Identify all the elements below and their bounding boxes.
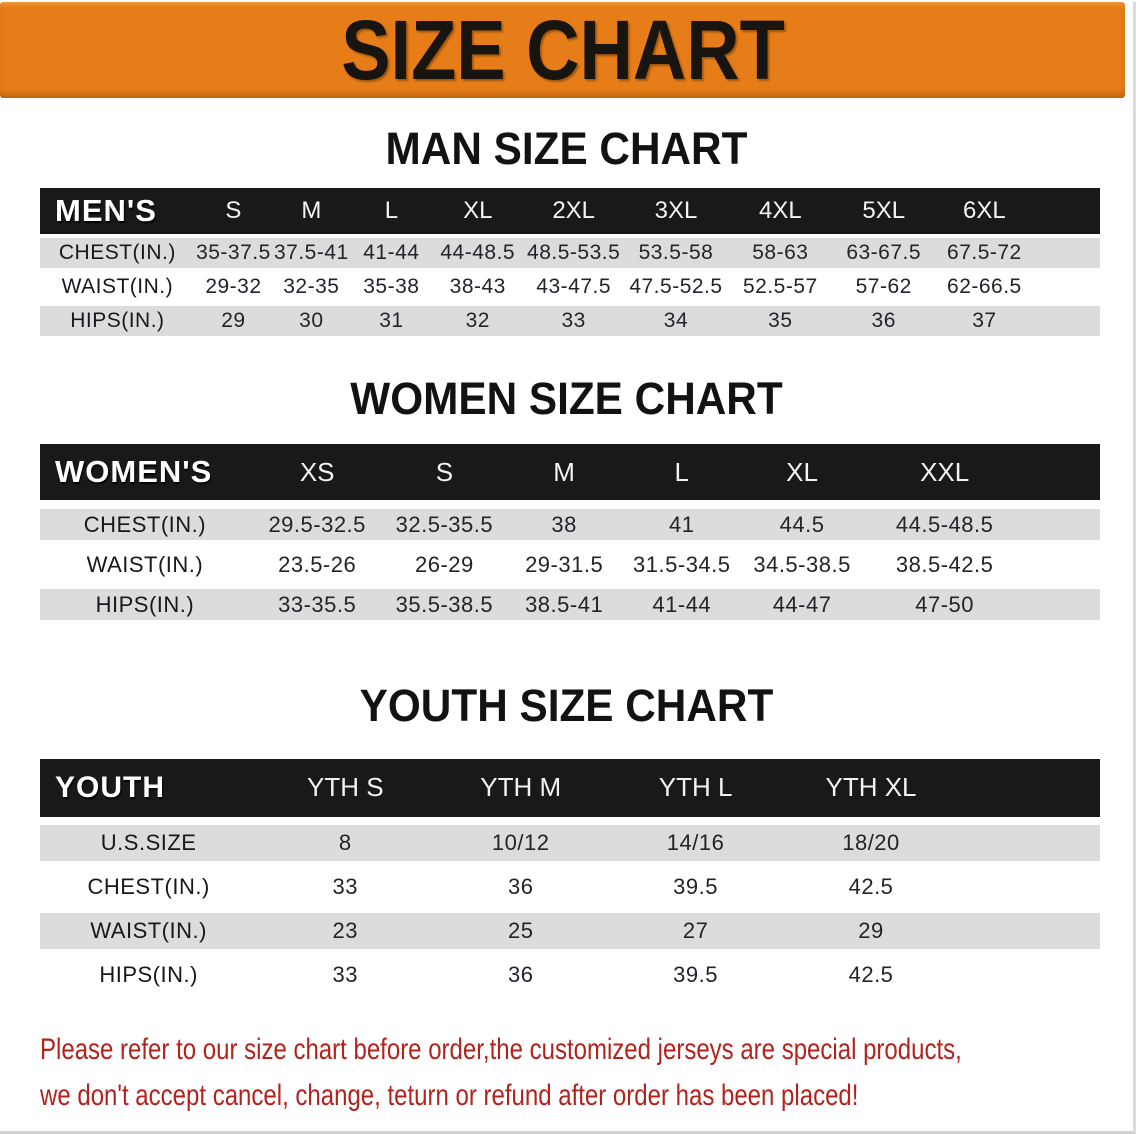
size-value: 33	[523, 306, 624, 336]
filler-cell	[1025, 589, 1100, 620]
size-value: 38	[504, 509, 624, 540]
size-value: 10/12	[433, 825, 608, 861]
row-label: HIPS(IN.)	[40, 957, 257, 993]
youth-size-chart-heading: YOUTH SIZE CHART	[359, 680, 774, 731]
size-value: 32-35	[272, 272, 350, 302]
table-row	[40, 869, 1100, 905]
size-value: 62-66.5	[935, 272, 1035, 302]
size-value: 44-47	[740, 589, 865, 620]
table-row	[40, 549, 1100, 580]
table-header-row	[40, 188, 1100, 234]
group-label: MEN'S	[40, 188, 195, 234]
row-label: CHEST(IN.)	[40, 869, 257, 905]
size-value: 47-50	[865, 589, 1025, 620]
table-row	[40, 913, 1100, 949]
filler-cell	[1034, 238, 1100, 268]
filler-cell	[959, 869, 1100, 905]
size-value: 38.5-42.5	[865, 549, 1025, 580]
size-value: 43-47.5	[523, 272, 624, 302]
size-value: 29-32	[195, 272, 272, 302]
size-value: 33	[257, 957, 433, 993]
table-row	[40, 825, 1100, 861]
size-value: 18/20	[783, 825, 959, 861]
size-value: 39.5	[608, 957, 783, 993]
size-value: 36	[833, 306, 935, 336]
column-header: 3XL	[624, 188, 728, 234]
size-value: 32.5-35.5	[384, 509, 504, 540]
group-label: WOMEN'S	[40, 444, 250, 500]
row-label: WAIST(IN.)	[40, 272, 195, 302]
size-value: 44.5	[740, 509, 865, 540]
size-value: 8	[257, 825, 433, 861]
size-value: 52.5-57	[728, 272, 833, 302]
size-value: 31	[351, 306, 433, 336]
size-value: 53.5-58	[624, 238, 728, 268]
column-header: YTH S	[257, 759, 433, 817]
size-value: 48.5-53.5	[523, 238, 624, 268]
size-value: 38.5-41	[504, 589, 624, 620]
row-label: WAIST(IN.)	[40, 913, 257, 949]
column-header: L	[351, 188, 433, 234]
filler-cell	[1034, 272, 1100, 302]
banner-title: SIZE CHART	[340, 3, 785, 97]
group-label: YOUTH	[40, 759, 257, 817]
column-header: YTH L	[608, 759, 783, 817]
column-header: 5XL	[833, 188, 935, 234]
column-header: M	[504, 444, 624, 500]
table-row	[40, 272, 1100, 302]
column-header: XL	[432, 188, 523, 234]
size-value: 35-38	[351, 272, 433, 302]
disclaimer-line-1: Please refer to our size chart before order,the customized jerseys are special products,	[40, 1032, 962, 1066]
row-label: CHEST(IN.)	[40, 509, 250, 540]
size-value: 63-67.5	[833, 238, 935, 268]
table-row	[40, 238, 1100, 268]
men-size-table	[40, 184, 1100, 340]
size-value: 57-62	[833, 272, 935, 302]
table-row	[40, 589, 1100, 620]
women-size-chart-heading: WOMEN SIZE CHART	[350, 372, 783, 424]
size-value: 35-37.5	[195, 238, 272, 268]
size-value: 37	[935, 306, 1035, 336]
size-value: 29-31.5	[504, 549, 624, 580]
size-value: 29	[783, 913, 959, 949]
filler-cell	[1034, 306, 1100, 336]
size-value: 67.5-72	[935, 238, 1035, 268]
row-label: HIPS(IN.)	[40, 589, 250, 620]
size-value: 34	[624, 306, 728, 336]
row-label: WAIST(IN.)	[40, 549, 250, 580]
size-value: 36	[433, 869, 608, 905]
column-header: YTH XL	[783, 759, 959, 817]
column-header: XL	[740, 444, 865, 500]
size-value: 26-29	[384, 549, 504, 580]
size-value: 41	[624, 509, 740, 540]
size-value: 33	[257, 869, 433, 905]
filler-cell	[959, 913, 1100, 949]
column-header: XS	[250, 444, 385, 500]
size-value: 35.5-38.5	[384, 589, 504, 620]
table-header-row	[40, 759, 1100, 817]
column-header: S	[195, 188, 272, 234]
row-label: HIPS(IN.)	[40, 306, 195, 336]
size-value: 30	[272, 306, 350, 336]
column-header: S	[384, 444, 504, 500]
filler-cell	[1025, 509, 1100, 540]
filler-cell	[1025, 549, 1100, 580]
youth-size-table	[40, 751, 1100, 1001]
size-value: 34.5-38.5	[740, 549, 865, 580]
filler-cell	[959, 825, 1100, 861]
disclaimer-line-2: we don't accept cancel, change, teturn or refund after order has been placed!	[40, 1079, 859, 1112]
column-header: L	[624, 444, 740, 500]
size-value: 42.5	[783, 957, 959, 993]
size-value: 31.5-34.5	[624, 549, 740, 580]
column-header: YTH M	[433, 759, 608, 817]
size-value: 35	[728, 306, 833, 336]
table-row	[40, 957, 1100, 993]
column-header: 4XL	[728, 188, 833, 234]
disclaimer-note	[40, 1027, 1133, 1120]
row-label: U.S.SIZE	[40, 825, 257, 861]
man-size-chart-heading: MAN SIZE CHART	[385, 123, 748, 174]
size-value: 38-43	[432, 272, 523, 302]
size-value: 25	[433, 913, 608, 949]
size-value: 23.5-26	[250, 549, 385, 580]
size-chart-page	[0, 2, 1136, 1134]
filler-cell	[1025, 444, 1100, 500]
size-value: 39.5	[608, 869, 783, 905]
table-header-row	[40, 444, 1100, 500]
table-row	[40, 509, 1100, 540]
size-chart-banner	[0, 2, 1125, 98]
size-value: 29.5-32.5	[250, 509, 385, 540]
size-value: 29	[195, 306, 272, 336]
row-label: CHEST(IN.)	[40, 238, 195, 268]
size-value: 37.5-41	[272, 238, 350, 268]
size-value: 32	[432, 306, 523, 336]
size-value: 23	[257, 913, 433, 949]
column-header: M	[272, 188, 350, 234]
size-value: 58-63	[728, 238, 833, 268]
size-value: 14/16	[608, 825, 783, 861]
size-value: 47.5-52.5	[624, 272, 728, 302]
size-value: 44.5-48.5	[865, 509, 1025, 540]
size-value: 33-35.5	[250, 589, 385, 620]
women-size-table	[40, 435, 1100, 629]
filler-cell	[959, 759, 1100, 817]
size-value: 44-48.5	[432, 238, 523, 268]
table-row	[40, 306, 1100, 336]
column-header: 2XL	[523, 188, 624, 234]
size-value: 42.5	[783, 869, 959, 905]
size-value: 41-44	[351, 238, 433, 268]
size-value: 41-44	[624, 589, 740, 620]
size-value: 27	[608, 913, 783, 949]
filler-cell	[959, 957, 1100, 993]
column-header: 6XL	[935, 188, 1035, 234]
filler-cell	[1034, 188, 1100, 234]
column-header: XXL	[865, 444, 1025, 500]
size-value: 36	[433, 957, 608, 993]
